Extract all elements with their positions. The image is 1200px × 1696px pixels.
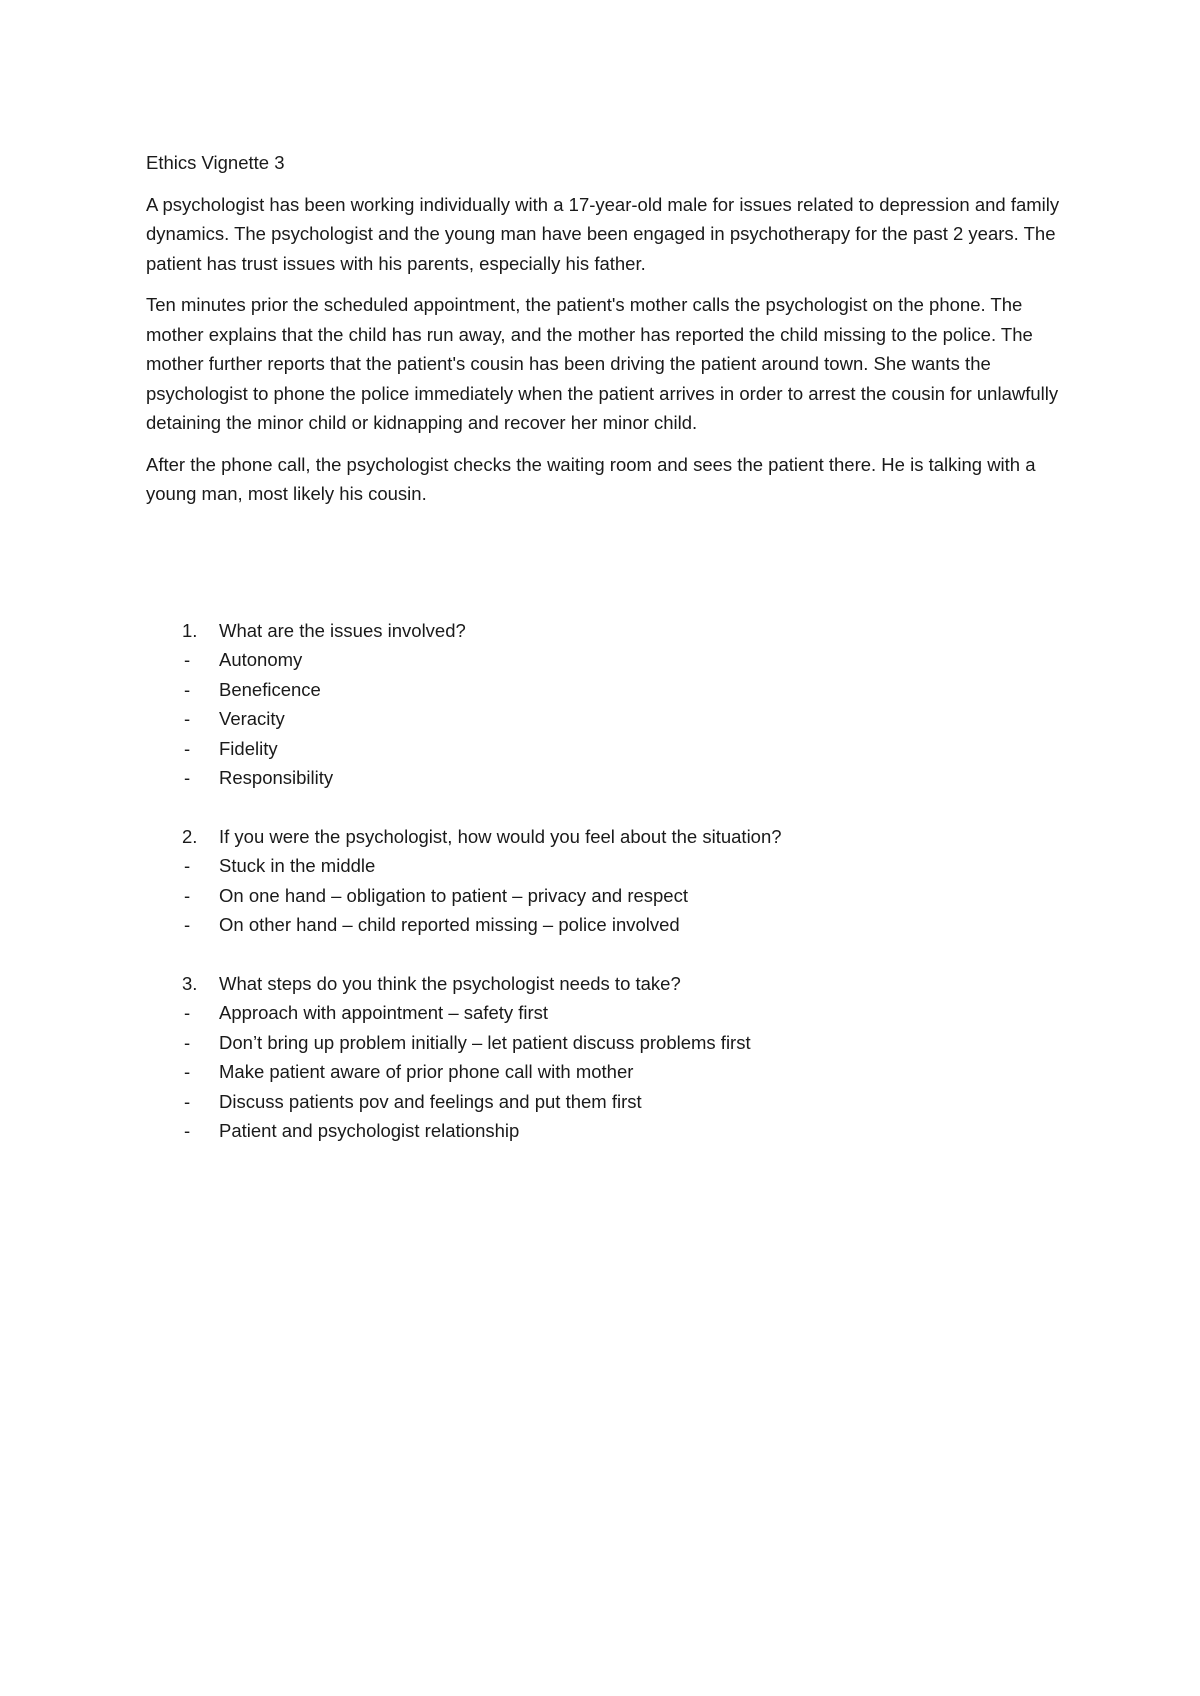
list-item bbox=[146, 734, 1066, 764]
list-item bbox=[146, 851, 1066, 881]
list-item bbox=[146, 1057, 1066, 1087]
question-block-3 bbox=[146, 969, 1066, 1146]
answer-list bbox=[146, 998, 1066, 1146]
list-item bbox=[146, 881, 1066, 911]
section-spacer bbox=[146, 521, 1066, 616]
answer-text: Discuss patients pov and feelings and put them first bbox=[219, 1090, 642, 1112]
answer-text: Veracity bbox=[219, 708, 285, 729]
answer-text: Approach with appointment – safety first bbox=[219, 1002, 549, 1023]
dash-marker: - bbox=[184, 855, 191, 876]
question-block-1 bbox=[146, 616, 1066, 793]
dash-marker: - bbox=[184, 884, 191, 906]
question-number: 1. bbox=[182, 619, 198, 641]
answer-list bbox=[146, 645, 1066, 793]
vignette-paragraph-2: Ten minutes prior the scheduled appointment, the patient's mother calls the psychologist on the phone. The mother explains that the child has run away, and the mother has reported the child missing to the police. The mother further reports that the patient's cousin has been driving the patient around town. She wants the psychologist to phone the police immediately when the patient arrives in order to arrest the cousin for unlawfully detaining the minor child or kidnapping and recover her minor child. bbox=[146, 294, 1059, 433]
answer-text: Patient and psychologist relationship bbox=[219, 1120, 520, 1141]
document-title: Ethics Vignette 3 bbox=[146, 152, 285, 173]
document-body bbox=[146, 148, 1066, 1175]
dash-marker: - bbox=[184, 649, 191, 670]
dash-marker: - bbox=[184, 737, 191, 759]
list-item bbox=[146, 1087, 1066, 1117]
dash-marker: - bbox=[184, 1061, 191, 1082]
question-block-2 bbox=[146, 822, 1066, 940]
vignette-paragraph-1: A psychologist has been working individually with a 17-year-old male for issues related to depression and family dynamics. The psychologist and the young man have been engaged in psychotherapy for the past 2 years. The patient has trust issues with his parents, especially his father. bbox=[146, 193, 1060, 274]
question-1 bbox=[146, 616, 1066, 646]
dash-marker: - bbox=[184, 1090, 191, 1112]
list-item bbox=[146, 704, 1066, 734]
dash-marker: - bbox=[184, 1031, 191, 1053]
dash-marker: - bbox=[184, 708, 191, 729]
list-item bbox=[146, 998, 1066, 1028]
dash-marker: - bbox=[184, 1120, 191, 1141]
list-item bbox=[146, 645, 1066, 675]
answer-text: Stuck in the middle bbox=[219, 855, 376, 876]
question-text: What are the issues involved? bbox=[219, 619, 466, 641]
list-item bbox=[146, 1116, 1066, 1146]
answer-text: Responsibility bbox=[219, 767, 334, 788]
question-3 bbox=[146, 969, 1066, 999]
dash-marker: - bbox=[184, 1002, 191, 1023]
list-item bbox=[146, 1028, 1066, 1058]
question-text: What steps do you think the psychologist needs to take? bbox=[219, 972, 681, 994]
question-text: If you were the psychologist, how would you feel about the situation? bbox=[219, 825, 782, 847]
answer-list bbox=[146, 851, 1066, 940]
question-number: 2. bbox=[182, 825, 198, 847]
vignette-paragraph-3: After the phone call, the psychologist checks the waiting room and sees the patient there. He is talking with a young man, most likely his cousin. bbox=[146, 453, 1036, 504]
list-item bbox=[146, 763, 1066, 793]
dash-marker: - bbox=[184, 914, 191, 935]
answer-text: Beneficence bbox=[219, 678, 321, 700]
answer-text: Fidelity bbox=[219, 737, 278, 759]
answer-text: Make patient aware of prior phone call with mother bbox=[219, 1061, 634, 1082]
question-list bbox=[146, 616, 1066, 1146]
question-number: 3. bbox=[182, 972, 198, 994]
dash-marker: - bbox=[184, 767, 191, 788]
answer-text: On one hand – obligation to patient – privacy and respect bbox=[219, 884, 688, 906]
answer-text: Don’t bring up problem initially – let patient discuss problems first bbox=[219, 1031, 751, 1053]
answer-text: On other hand – child reported missing – police involved bbox=[219, 914, 680, 935]
dash-marker: - bbox=[184, 678, 191, 700]
answer-text: Autonomy bbox=[219, 649, 303, 670]
list-item bbox=[146, 675, 1066, 705]
list-item bbox=[146, 910, 1066, 940]
question-2 bbox=[146, 822, 1066, 852]
